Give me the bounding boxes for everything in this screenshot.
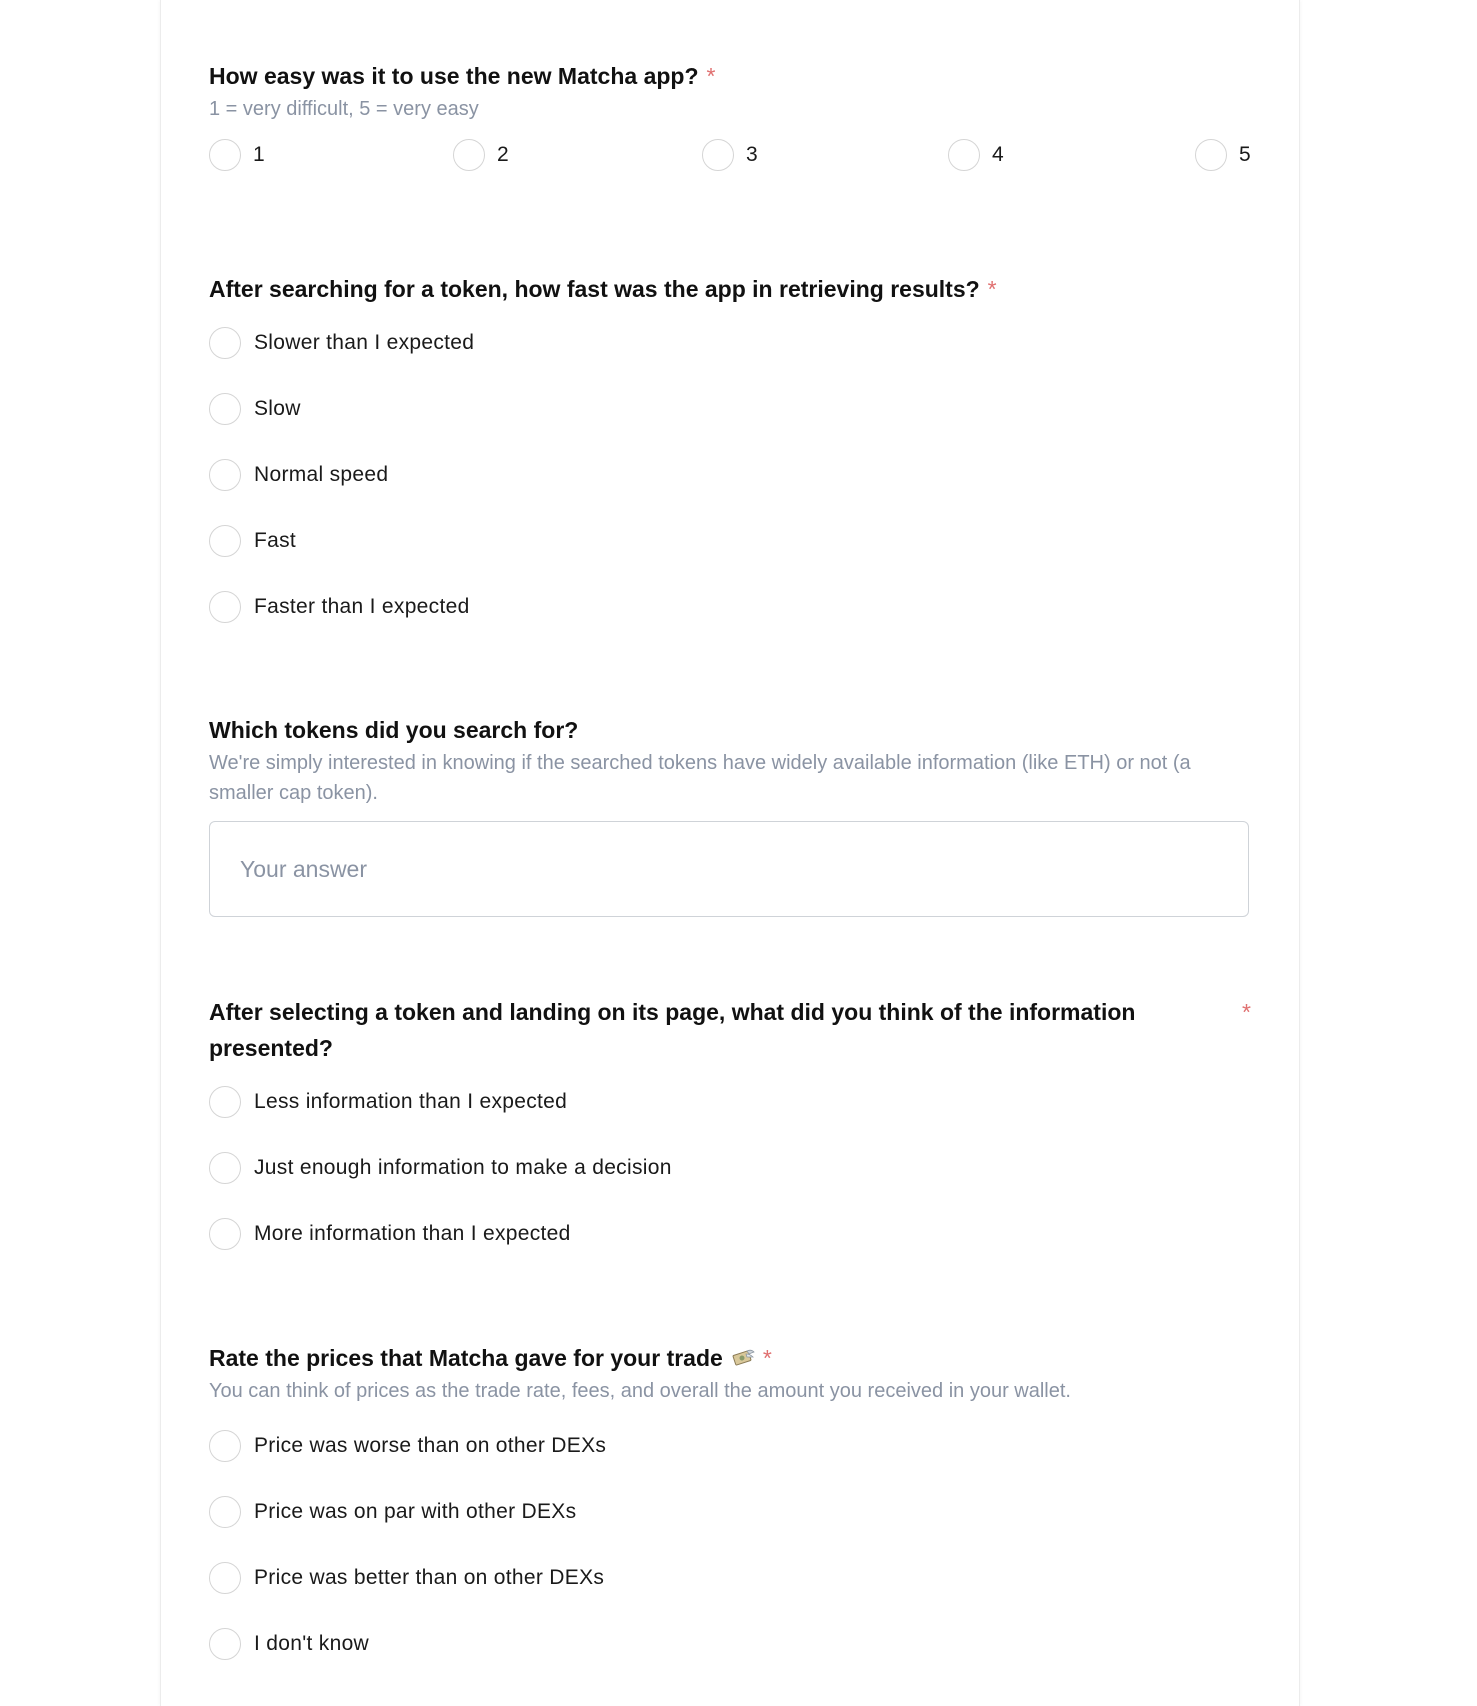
question-token-info bbox=[209, 994, 1251, 1254]
question-title-text: How easy was it to use the new Matcha app? bbox=[209, 63, 699, 89]
radio-button[interactable] bbox=[209, 1496, 241, 1528]
radio-button[interactable] bbox=[209, 1628, 241, 1660]
radio-button[interactable] bbox=[702, 139, 734, 171]
radio-button[interactable] bbox=[209, 1152, 241, 1184]
scale-option-5[interactable] bbox=[1195, 137, 1251, 173]
scale-option-4[interactable] bbox=[948, 137, 1004, 173]
scale-option-1[interactable] bbox=[209, 137, 265, 173]
radio-button[interactable] bbox=[209, 393, 241, 425]
radio-button[interactable] bbox=[209, 459, 241, 491]
question-title bbox=[209, 1340, 1251, 1376]
option-label: Slower than I expected bbox=[254, 331, 475, 354]
option-label: Normal speed bbox=[254, 463, 389, 486]
radio-button[interactable] bbox=[209, 327, 241, 359]
question-price-rating bbox=[209, 1340, 1251, 1680]
radio-button[interactable] bbox=[209, 1562, 241, 1594]
radio-button[interactable] bbox=[209, 591, 241, 623]
option-slow[interactable] bbox=[209, 391, 301, 427]
radio-button[interactable] bbox=[453, 139, 485, 171]
radio-button[interactable] bbox=[948, 139, 980, 171]
option-label: 1 bbox=[253, 143, 265, 166]
scale-option-2[interactable] bbox=[453, 137, 509, 173]
option-price-on-par[interactable] bbox=[209, 1494, 576, 1530]
required-asterisk: * bbox=[706, 63, 716, 89]
money-with-wings-icon bbox=[731, 1342, 755, 1362]
question-title-text: After searching for a token, how fast was the app in retrieving results? bbox=[209, 276, 980, 302]
answer-input[interactable] bbox=[209, 821, 1249, 917]
option-more-information[interactable] bbox=[209, 1216, 571, 1252]
option-fast[interactable] bbox=[209, 523, 296, 559]
question-search-speed bbox=[209, 271, 1251, 651]
required-asterisk: * bbox=[762, 1345, 772, 1371]
question-description: We're simply interested in knowing if the searched tokens have widely available information (like ETH) or not (a smaller cap token). bbox=[209, 752, 1191, 804]
option-faster-than-expected[interactable] bbox=[209, 589, 470, 625]
radio-button[interactable] bbox=[209, 1086, 241, 1118]
option-dont-know[interactable] bbox=[209, 1626, 369, 1662]
option-label: Slow bbox=[254, 397, 301, 420]
form-card bbox=[160, 0, 1300, 1706]
question-description: You can think of prices as the trade rate, fees, and overall the amount you received in your wallet. bbox=[209, 1380, 1071, 1402]
option-label: 5 bbox=[1239, 143, 1251, 166]
option-label: 3 bbox=[746, 143, 758, 166]
question-title bbox=[209, 271, 1251, 307]
option-slower-than-expected[interactable] bbox=[209, 325, 474, 361]
question-ease-of-use bbox=[209, 58, 1251, 178]
option-label: I don't know bbox=[254, 1632, 370, 1655]
radio-button[interactable] bbox=[1195, 139, 1227, 171]
option-just-enough-information[interactable] bbox=[209, 1150, 672, 1186]
question-title-row bbox=[209, 994, 1251, 1066]
option-label: Faster than I expected bbox=[254, 595, 470, 618]
question-description: 1 = very difficult, 5 = very easy bbox=[209, 98, 479, 120]
option-label: 4 bbox=[992, 143, 1004, 166]
option-label: More information than I expected bbox=[254, 1222, 571, 1245]
option-label: Just enough information to make a decision bbox=[254, 1156, 672, 1179]
option-price-better[interactable] bbox=[209, 1560, 604, 1596]
question-title: After selecting a token and landing on its page, what did you think of the information presented? bbox=[209, 999, 1136, 1061]
option-normal-speed[interactable] bbox=[209, 457, 388, 493]
scale-option-3[interactable] bbox=[702, 137, 758, 173]
option-label: 2 bbox=[497, 143, 509, 166]
question-title bbox=[209, 58, 1251, 94]
radio-button[interactable] bbox=[209, 1430, 241, 1462]
required-asterisk: * bbox=[987, 276, 997, 302]
question-tokens-searched bbox=[209, 712, 1251, 922]
option-label: Less information than I expected bbox=[254, 1090, 568, 1113]
option-label: Price was on par with other DEXs bbox=[254, 1500, 577, 1523]
option-label: Price was better than on other DEXs bbox=[254, 1566, 605, 1589]
radio-button[interactable] bbox=[209, 139, 241, 171]
question-title-text: Rate the prices that Matcha gave for your trade bbox=[209, 1345, 723, 1371]
option-price-worse[interactable] bbox=[209, 1428, 606, 1464]
question-title: Which tokens did you search for? bbox=[209, 717, 579, 743]
required-asterisk: * bbox=[1242, 999, 1251, 1025]
option-less-information[interactable] bbox=[209, 1084, 567, 1120]
radio-button[interactable] bbox=[209, 1218, 241, 1250]
radio-button[interactable] bbox=[209, 525, 241, 557]
option-label: Fast bbox=[254, 529, 297, 552]
option-label: Price was worse than on other DEXs bbox=[254, 1434, 607, 1457]
